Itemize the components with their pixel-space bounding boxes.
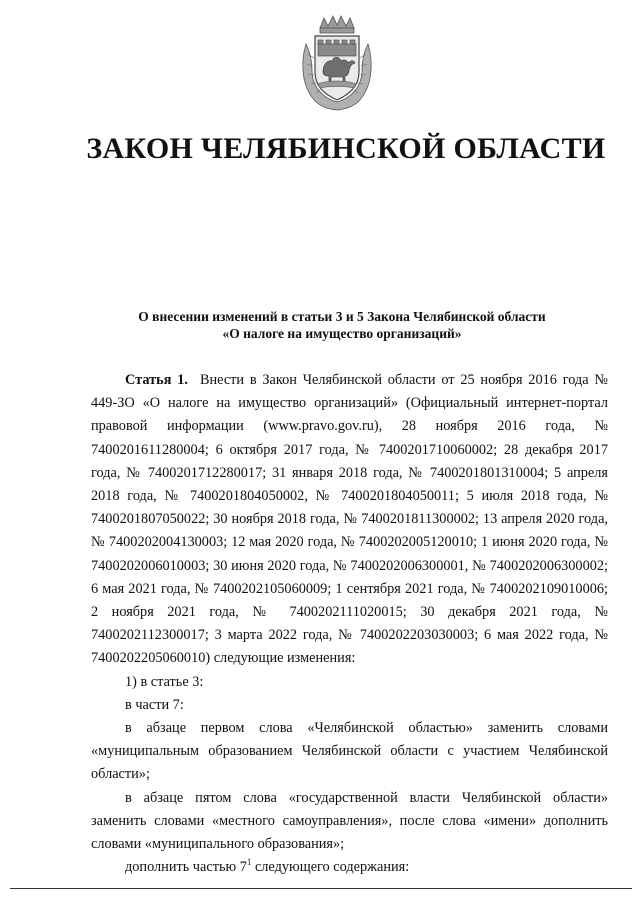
coat-of-arms-emblem — [298, 14, 376, 112]
add-part-paragraph — [91, 856, 608, 879]
add-part-prefix: дополнить частью 7 — [125, 859, 247, 876]
page-bottom-rule — [10, 888, 632, 889]
law-body — [91, 369, 608, 879]
item-1-paragraph: 1) в статье 3: — [125, 673, 204, 690]
paragraph-first-abzac: в абзаце первом слова «Челябинской областью» заменить словами «муниципальным образованием Челябинской области с участием Челябинской области»; — [91, 720, 608, 783]
add-part-superscript: 1 — [246, 857, 252, 868]
part-7-paragraph: в части 7: — [125, 696, 184, 713]
law-heading-line-2: «О налоге на имущество организаций» — [222, 326, 462, 341]
article-1-text: Внести в Закон Челябинской области от 25 ноября 2016 года № 449-ЗО «О налоге на имущество организаций» (Официальный интернет-портал правовой информации (www.pravo.gov.ru), 28 ноября 2016 года, № 7400201611280004; 6 октября 2017 года, № 7400201710060002; 28 декабря 2017 года, № 7400201712280017; 31 января 2018 года, № 7400201801310004; 5 апреля 2018 года, № 7400201804050002, № 7400201804050011; 5 июля 2018 года, № 7400201807050022; 30 ноября 2018 года, № 7400201811300002; 13 апреля 2020 года, № 7400202004130003; 12 мая 2020 года, № 7400202005120010; 1 июня 2020 года, № 7400202006010003; 30 июня 2020 года, № 7400202006300001, № 7400202006300002; 6 мая 2021 года, № 7400202105060009; 1 сентября 2021 года, № 7400202109010006; 2 ноября 2021 года, № 7400202111020015; 30 декабря 2021 года, № 7400202112300017; 3 марта 2022 года, № 7400202203030003; 6 мая 2022 года, № 7400202205060010) следующие изменения: — [91, 372, 608, 667]
article-1-label: Статья 1. — [125, 372, 188, 388]
document-title: ЗАКОН ЧЕЛЯБИНСКОЙ ОБЛАСТИ — [86, 132, 606, 165]
article-1-paragraph — [91, 369, 608, 671]
add-part-suffix: следующего содержания: — [251, 859, 410, 876]
paragraph-fifth-abzac: в абзаце пятом слова «государственной власти Челябинской области» заменить словами «местного самоуправления», после слова «имени» дополнить словами «муниципального образования»; — [91, 789, 608, 853]
law-heading — [22, 308, 640, 342]
law-heading-line-1: О внесении изменений в статьи 3 и 5 Закона Челябинской области — [138, 309, 546, 324]
